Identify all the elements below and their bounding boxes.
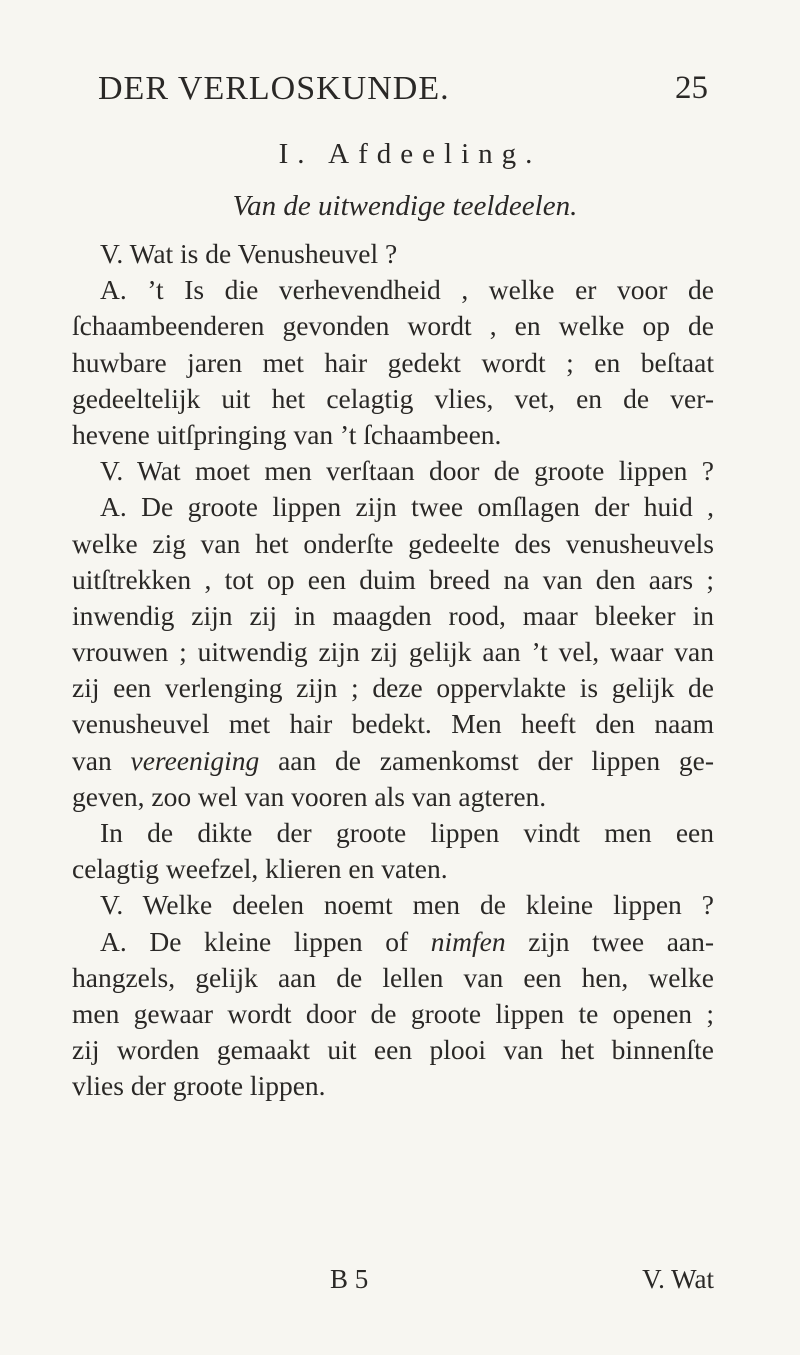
text-line: celagtig weefzel, klieren en vaten. — [72, 853, 448, 885]
page-number: 25 — [675, 70, 708, 106]
text-line: inwendig zijn zij in maagden rood, maar bleeker in — [72, 599, 714, 631]
text-line: hevene uitſpringing van ’t ſchaambeen. — [72, 418, 502, 450]
text-line: zij worden gemaakt uit een plooi van het binnenſte — [72, 1034, 714, 1066]
text-fragment: A. De kleine lippen of — [100, 925, 409, 957]
text-line: zij een verlenging zijn ; deze oppervlakte is gelijk de — [72, 672, 714, 704]
text-line: In de dikte der groote lippen vindt men een — [100, 817, 714, 848]
text-line: vlies der groote lippen. — [72, 1070, 326, 1102]
text-line: vrouwen ; uitwendig zijn zij gelijk aan ’t vel, waar van — [72, 636, 714, 668]
text-line: geven, zoo wel van vooren als van agteren. — [72, 780, 547, 812]
text-line: A. ’t Is die verhevendheid , welke er voor de — [100, 274, 714, 306]
text-line: hangzels, gelijk aan de lellen van een hen, welke — [72, 961, 714, 993]
text-line: uitſtrekken , tot op een duim breed na van den aars ; — [72, 563, 714, 595]
text-line: ſchaambeenderen gevonden wordt , en welke op de — [72, 310, 714, 342]
text-fragment: van — [72, 744, 112, 776]
catchword: V. Wat — [642, 1264, 714, 1294]
text-line: welke zig van het onderſte gedeelte des venusheuvels — [72, 527, 714, 559]
section-heading: I. Afdeeling. — [278, 138, 542, 170]
text-line — [72, 743, 714, 779]
text-line: venusheuvel met hair bedekt. Men heeft den naam — [72, 708, 714, 740]
text-fragment: aan de zamenkomst der lippen ge- — [278, 744, 714, 776]
text-fragment: zijn twee aan- — [528, 925, 714, 957]
text-line: men gewaar wordt door de groote lippen te openen ; — [72, 997, 714, 1029]
page-footer — [72, 1264, 714, 1304]
text-line: gedeeltelijk uit het celagtig vlies, vet, en de ver- — [72, 382, 714, 414]
text-line: A. De groote lippen zijn twee omſlagen der huid , — [100, 491, 714, 523]
body-text — [72, 236, 714, 1105]
text-line: huwbare jaren met hair gedekt wordt ; en beſtaat — [72, 346, 714, 378]
running-head — [98, 70, 708, 114]
text-line: V. Wat moet men verſtaan door de groote lippen ? — [100, 455, 714, 487]
subsection-heading: Van de uitwendige teeldeelen. — [232, 190, 578, 222]
running-title: DER VERLOSKUNDE. — [98, 70, 450, 107]
text-line — [72, 924, 714, 960]
signature-mark: B 5 — [330, 1264, 369, 1294]
italic-term: nimfen — [430, 925, 506, 957]
text-line: V. Welke deelen noemt men de kleine lippen ? — [100, 889, 714, 921]
italic-term: vereeniging — [130, 744, 260, 776]
text-line: V. Wat is de Venusheuvel ? — [100, 238, 398, 269]
